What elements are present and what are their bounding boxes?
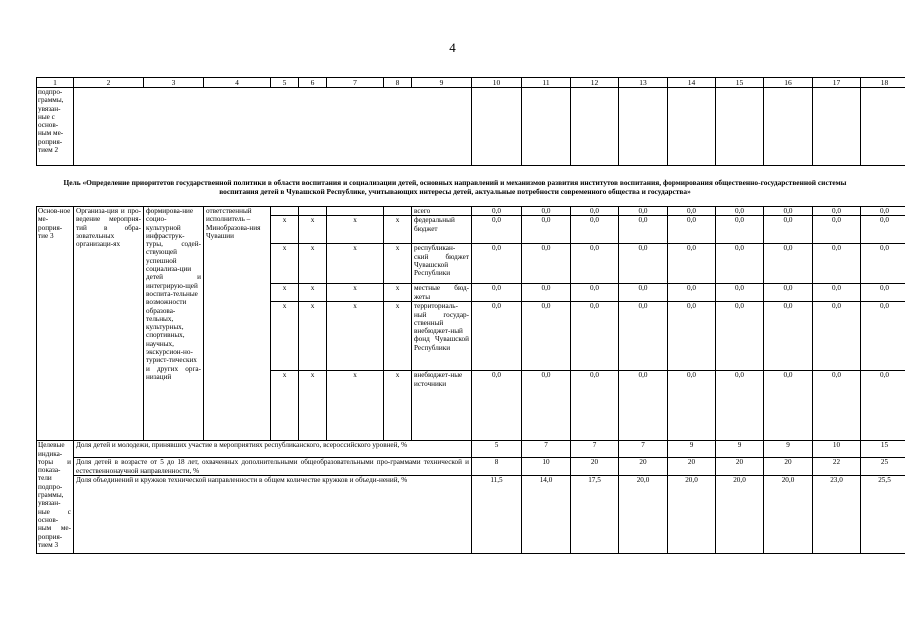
empty-cell — [619, 88, 668, 166]
indicator-value: 20,0 — [764, 475, 813, 553]
empty-cell — [472, 88, 522, 166]
indicators-label: Целевые индика-торы и показа-тели подпро-граммы, увязан-ные с основ-ным ме-роприя-тием 3 — [37, 441, 74, 554]
column-number: 7 — [327, 78, 384, 88]
indicator-value: 7 — [522, 441, 571, 458]
code-cell: х — [299, 244, 327, 284]
indicator-value: 17,5 — [571, 475, 619, 553]
code-cell — [327, 207, 384, 216]
funding-value: 0,0 — [764, 284, 813, 302]
funding-value: 0,0 — [522, 302, 571, 371]
indicator-value: 25 — [861, 458, 905, 476]
funding-value: 0,0 — [522, 284, 571, 302]
column-number: 5 — [271, 78, 299, 88]
event-label: Основ-ное ме-роприя-тие 3 — [37, 207, 74, 441]
funding-value: 0,0 — [716, 371, 764, 441]
funding-value: 0,0 — [619, 284, 668, 302]
column-number: 15 — [716, 78, 764, 88]
empty-cell — [522, 88, 571, 166]
code-cell: х — [327, 216, 384, 244]
column-number: 8 — [384, 78, 412, 88]
funding-value: 0,0 — [619, 244, 668, 284]
funding-value: 0,0 — [716, 216, 764, 244]
code-cell: х — [299, 216, 327, 244]
column-number: 10 — [472, 78, 522, 88]
funding-value: 0,0 — [764, 207, 813, 216]
funding-value: 0,0 — [861, 284, 905, 302]
empty-cell — [813, 88, 861, 166]
funding-value: 0,0 — [472, 207, 522, 216]
indicator-value: 9 — [668, 441, 716, 458]
indicator-value: 5 — [472, 441, 522, 458]
code-cell: х — [327, 244, 384, 284]
indicator-text: Доля объединений и кружков технической направленности в общем количестве кружков и объеди-нений, % — [74, 475, 472, 553]
indicator-value: 23,0 — [813, 475, 861, 553]
code-cell — [299, 207, 327, 216]
indicator-row — [37, 475, 905, 553]
funding-value: 0,0 — [668, 216, 716, 244]
funding-value: 0,0 — [813, 244, 861, 284]
code-cell — [384, 207, 412, 216]
indicator-value: 10 — [522, 458, 571, 476]
event-row — [37, 207, 905, 216]
empty-cell — [74, 88, 472, 166]
funding-value: 0,0 — [522, 216, 571, 244]
column-number: 2 — [74, 78, 144, 88]
funding-source: всего — [412, 207, 472, 216]
funding-value: 0,0 — [813, 302, 861, 371]
code-cell: х — [384, 284, 412, 302]
page-number: 4 — [449, 40, 456, 55]
code-cell: х — [271, 284, 299, 302]
column-number: 6 — [299, 78, 327, 88]
empty-cell — [571, 88, 619, 166]
funding-value: 0,0 — [764, 371, 813, 441]
continuation-table — [36, 77, 905, 166]
funding-value: 0,0 — [813, 216, 861, 244]
indicator-value: 20 — [764, 458, 813, 476]
column-number: 14 — [668, 78, 716, 88]
indicator-value: 22 — [813, 458, 861, 476]
funding-value: 0,0 — [716, 302, 764, 371]
code-cell: х — [271, 216, 299, 244]
funding-value: 0,0 — [619, 302, 668, 371]
code-cell: х — [271, 371, 299, 441]
funding-value: 0,0 — [716, 284, 764, 302]
funding-value: 0,0 — [764, 302, 813, 371]
column-number: 11 — [522, 78, 571, 88]
code-cell — [271, 207, 299, 216]
funding-value: 0,0 — [571, 207, 619, 216]
funding-value: 0,0 — [472, 284, 522, 302]
indicator-value: 20 — [668, 458, 716, 476]
funding-value: 0,0 — [668, 244, 716, 284]
code-cell: х — [384, 302, 412, 371]
funding-value: 0,0 — [668, 284, 716, 302]
funding-value: 0,0 — [716, 244, 764, 284]
funding-value: 0,0 — [861, 216, 905, 244]
goal-heading: Цель «Определение приоритетов государственной политики в области воспитания и социализации детей, основных направлений и механизмов развития институтов воспитания, формирования общественно-государственной системы воспитания детей в Чувашской Республике, учитывающих интересы детей, актуальные потребности современного общества и государства» — [63, 178, 847, 196]
code-cell: х — [327, 284, 384, 302]
funding-value: 0,0 — [522, 244, 571, 284]
indicator-value: 7 — [571, 441, 619, 458]
funding-value: 0,0 — [668, 371, 716, 441]
funding-source: территориаль-ный государ-ственный внебюджет-ный фонд Чувашской Республики — [412, 302, 472, 371]
code-cell: х — [271, 244, 299, 284]
indicator-text: Доля детей и молодежи, принявших участие в мероприятиях республиканского, всероссийского уровней, % — [74, 441, 472, 458]
event-description: формирова-ние социо-культурной инфраструк-туры, содей-ствующей успешной социализа-ции детей и интегрирую-щей воспита-тельные возможности образова-тельных, культурных, спортивных, научных, экскурсион-но-турист-тических и других орга-низаций — [144, 207, 204, 441]
indicator-value: 20,0 — [619, 475, 668, 553]
column-number: 17 — [813, 78, 861, 88]
code-cell: х — [299, 371, 327, 441]
empty-cell — [764, 88, 813, 166]
funding-value: 0,0 — [619, 216, 668, 244]
prev-block-row — [37, 88, 905, 166]
event-executor: ответственный исполнитель – Минобразова-ния Чувашии — [204, 207, 271, 441]
event-table — [36, 206, 905, 554]
funding-source: федеральный бюджет — [412, 216, 472, 244]
indicator-value: 7 — [619, 441, 668, 458]
funding-value: 0,0 — [668, 207, 716, 216]
funding-source: внебюджет-ные источники — [412, 371, 472, 441]
empty-cell — [716, 88, 764, 166]
code-cell: х — [299, 284, 327, 302]
indicator-row — [37, 458, 905, 476]
column-number-row — [37, 78, 905, 88]
empty-cell — [861, 88, 905, 166]
code-cell: х — [327, 302, 384, 371]
funding-value: 0,0 — [861, 244, 905, 284]
indicator-value: 20 — [571, 458, 619, 476]
column-number: 18 — [861, 78, 905, 88]
funding-value: 0,0 — [861, 371, 905, 441]
funding-value: 0,0 — [813, 207, 861, 216]
indicator-value: 9 — [764, 441, 813, 458]
funding-value: 0,0 — [571, 216, 619, 244]
column-number: 1 — [37, 78, 74, 88]
indicator-value: 8 — [472, 458, 522, 476]
indicator-value: 20,0 — [716, 475, 764, 553]
funding-value: 0,0 — [571, 302, 619, 371]
funding-value: 0,0 — [861, 207, 905, 216]
column-number: 16 — [764, 78, 813, 88]
code-cell: х — [384, 216, 412, 244]
code-cell: х — [384, 244, 412, 284]
column-number: 13 — [619, 78, 668, 88]
funding-value: 0,0 — [472, 371, 522, 441]
funding-value: 0,0 — [472, 216, 522, 244]
funding-value: 0,0 — [813, 371, 861, 441]
code-cell: х — [299, 302, 327, 371]
funding-source: республикан-ский бюджет Чувашской Республики — [412, 244, 472, 284]
prev-block-label: подпро-граммы, увязан-ные с основ-ным ме-роприя-тием 2 — [37, 88, 74, 166]
funding-value: 0,0 — [522, 371, 571, 441]
indicator-value: 15 — [861, 441, 905, 458]
funding-value: 0,0 — [764, 216, 813, 244]
indicator-text: Доля детей в возрасте от 5 до 18 лет, охваченных дополнительными общеобразовательными про-граммами технической и естественнонаучной направленности, % — [74, 458, 472, 476]
indicator-value: 20 — [619, 458, 668, 476]
funding-value: 0,0 — [571, 371, 619, 441]
column-number: 3 — [144, 78, 204, 88]
indicator-value: 14,0 — [522, 475, 571, 553]
indicator-value: 11,5 — [472, 475, 522, 553]
funding-value: 0,0 — [472, 244, 522, 284]
funding-value: 0,0 — [571, 244, 619, 284]
funding-source: местные бюд-жеты — [412, 284, 472, 302]
code-cell: х — [271, 302, 299, 371]
funding-value: 0,0 — [571, 284, 619, 302]
funding-value: 0,0 — [813, 284, 861, 302]
event-title: Организа-ция и про-ведение меропрня-тий в обра-зовательных организаци-ях — [74, 207, 144, 441]
funding-value: 0,0 — [619, 371, 668, 441]
indicator-value: 9 — [716, 441, 764, 458]
indicator-value: 25,5 — [861, 475, 905, 553]
funding-value: 0,0 — [619, 207, 668, 216]
empty-cell — [668, 88, 716, 166]
funding-value: 0,0 — [472, 302, 522, 371]
indicator-value: 10 — [813, 441, 861, 458]
column-number: 9 — [412, 78, 472, 88]
column-number: 12 — [571, 78, 619, 88]
funding-value: 0,0 — [716, 207, 764, 216]
indicator-value: 20 — [716, 458, 764, 476]
column-number: 4 — [204, 78, 271, 88]
indicator-row — [37, 441, 905, 458]
funding-value: 0,0 — [522, 207, 571, 216]
indicator-value: 20,0 — [668, 475, 716, 553]
code-cell: х — [327, 371, 384, 441]
funding-value: 0,0 — [764, 244, 813, 284]
funding-value: 0,0 — [861, 302, 905, 371]
code-cell: х — [384, 371, 412, 441]
funding-value: 0,0 — [668, 302, 716, 371]
